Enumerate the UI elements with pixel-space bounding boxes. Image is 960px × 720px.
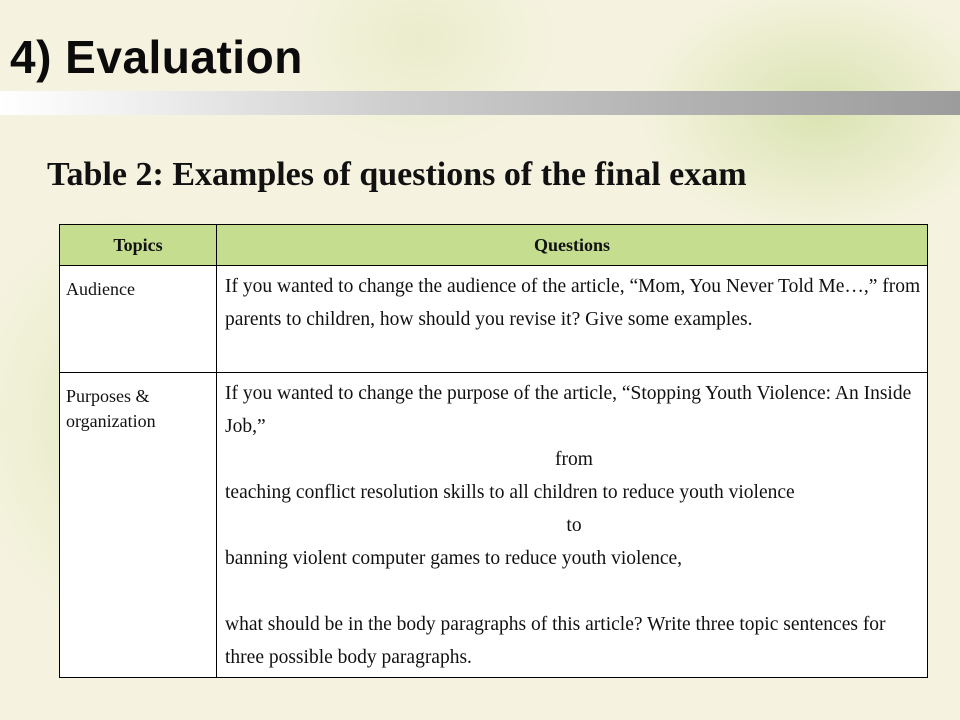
table-row bbox=[60, 373, 928, 678]
table-header-row bbox=[60, 225, 928, 266]
from-text: teaching conflict resolution skills to all children to reduce youth violence bbox=[225, 482, 795, 503]
header-questions: Questions bbox=[217, 225, 928, 266]
table-row bbox=[60, 266, 928, 373]
blank-line bbox=[225, 575, 923, 608]
question-cell-audience: If you wanted to change the audience of the article, “Mom, You Never Told Me…,” from parents to children, how should you revise it? Give some examples. bbox=[217, 266, 928, 373]
exam-questions-table bbox=[59, 224, 928, 678]
question-cell-purposes bbox=[217, 373, 928, 678]
question-intro: If you wanted to change the purpose of the article, “Stopping Youth Violence: An Inside Job,” bbox=[225, 383, 912, 437]
question-outro: what should be in the body paragraphs of this article? Write three topic sentences for three possible body paragraphs. bbox=[225, 614, 886, 668]
to-label: to bbox=[566, 515, 582, 536]
title-underline-bar bbox=[0, 91, 960, 115]
topic-cell-purposes: Purposes & organization bbox=[60, 373, 217, 678]
to-text: banning violent computer games to reduce youth violence, bbox=[225, 548, 683, 569]
slide-title: 4) Evaluation bbox=[10, 31, 303, 83]
header-topics: Topics bbox=[60, 225, 217, 266]
topic-cell-audience: Audience bbox=[60, 266, 217, 373]
table-caption: Table 2: Examples of questions of the final exam bbox=[47, 156, 747, 193]
from-label: from bbox=[555, 449, 593, 470]
